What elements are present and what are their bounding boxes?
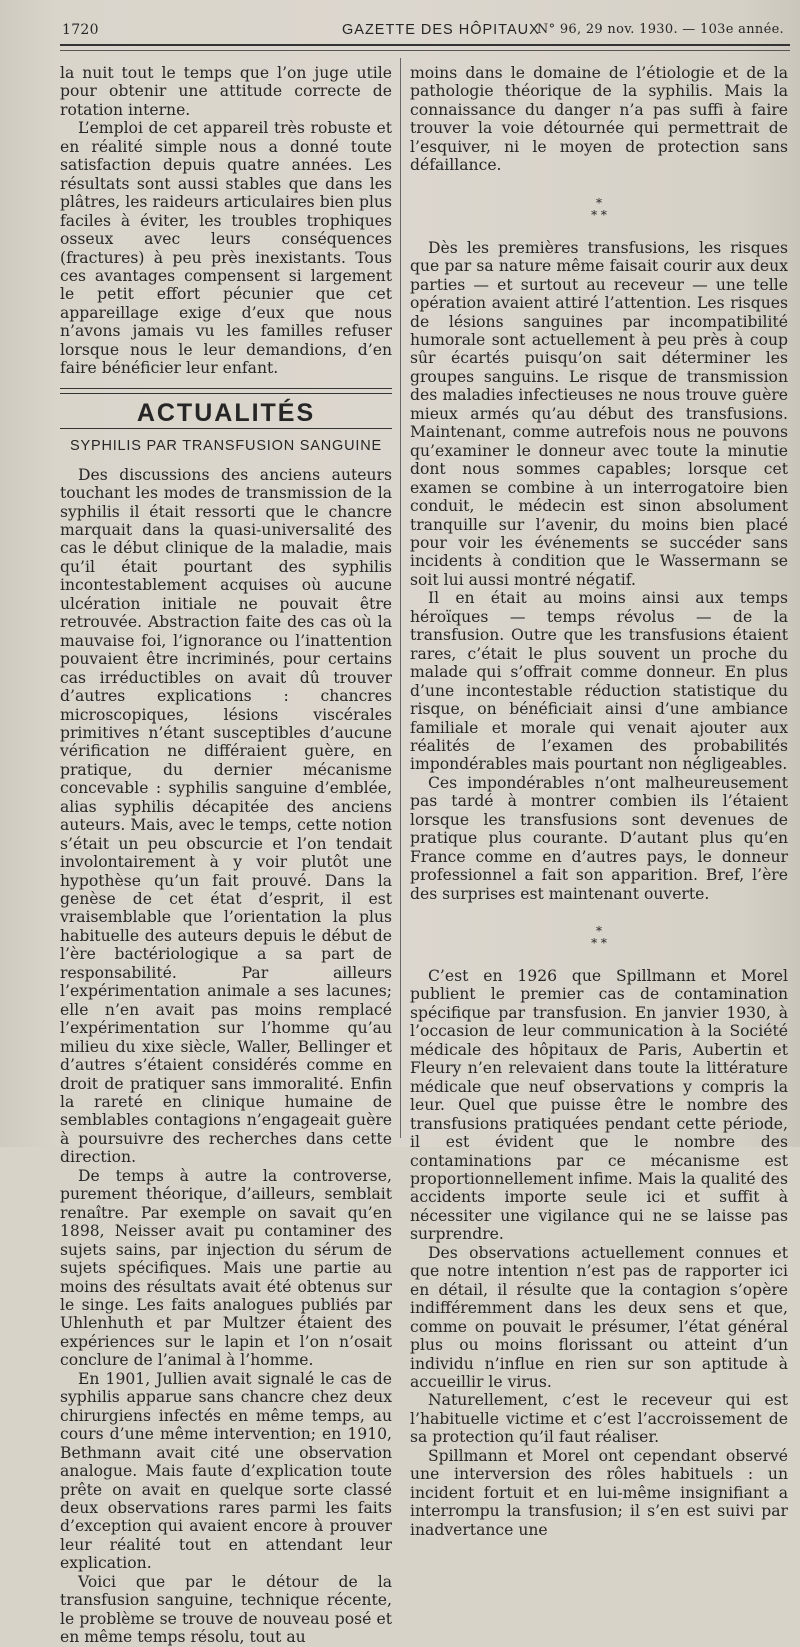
article-title: SYPHILIS PAR TRANSFUSION SANGUINE bbox=[70, 438, 382, 455]
section-rule-thin bbox=[60, 428, 392, 429]
right-column bbox=[410, 64, 788, 1539]
paragraph: C’est en 1926 que Spillmann et Morel publient le premier cas de contamination spécifique par transfusion. En janvier 1930, à l’occasion de leur communication à la Société médicale des hôpitaux de Paris, Aubertin et Fleury n’en relevaient dans toute la littérature médicale que neuf observations y compris la leur. Quel que puisse être le nombre des transfusions pratiquées pendant cette période, il est évident que le nombre des contaminations par ce mécanisme est proportionnellement infime. Mais la qualité des accidents importe seule ici et suffit à nécessiter une vigilance qui ne se laisse pas surprendre. bbox=[410, 967, 788, 1244]
paragraph: Dès les premières transfusions, les risques que par sa nature même faisait courir aux deux parties — et surtout au receveur — une telle opération avaient attiré l’attention. Les risques de lésions sanguines par incompatibilité humorale sont actuellement à peu près à coup sûr écartés puisqu’on sait déterminer les groupes sanguins. Le risque de transmission des maladies infectieuses ne nous trouve guère mieux armés qu’au début des transfusions. Maintenant, comme autrefois nous ne pouvons qu’examiner le donneur avec toute la minutie dont nous sommes capables; lorsque cet examen se combine à un interrogatoire bien conduit, le médecin est sinon absolument tranquille sur l’avenir, du moins bien placé pour voir les événements se succéder sans incidents à condition que le Wassermann se soit lui aussi montré négatif. bbox=[410, 238, 788, 589]
journal-title: GAZETTE DES HÔPITAUX bbox=[342, 22, 540, 38]
paragraph: De temps à autre la controverse, purement théorique, d’ailleurs, semblait renaître. Par exemple on savait qu’en 1898, Neisser avait pu contaminer des sujets sains, par injection du sérum de sujets spécifiques. Mais une partie au moins des résultats avait été obtenus sur le singe. Les faits analogues publiés par Uhlenhuth et par Multzer étaient des expériences sur le lapin et l’on n’osait conclure de l’animal à l’homme. bbox=[60, 1166, 392, 1370]
header-rule-thin bbox=[60, 50, 790, 51]
asterism-separator: * * * bbox=[591, 195, 607, 222]
page-number: 1720 bbox=[62, 22, 99, 38]
paragraph: Des observations actuellement connues et que notre intention n’est pas de rapporter ici en détail, il résulte que la contagion s’opère indifféremment dans les deux sens et que, comme on pouvait le présumer, l’état général plus ou moins florissant ou atteint d’un individu n’influe en rien sur son aptitude à accueillir le virus. bbox=[410, 1243, 788, 1391]
left-column bbox=[60, 64, 392, 1647]
issue-info: N° 96, 29 nov. 1930. — 103e année. bbox=[536, 22, 784, 37]
section-rule bbox=[60, 388, 392, 394]
paragraph: Naturellement, c’est le receveur qui est l’habituelle victime et c’est l’accroissement de sa protection qu’il faut réaliser. bbox=[410, 1391, 788, 1447]
header-rule bbox=[60, 44, 790, 46]
running-header bbox=[62, 22, 784, 44]
paragraph: Voici que par le détour de la transfusion sanguine, technique récente, le problème se trouve de nouveau posé et en même temps résolu, tout au bbox=[60, 1572, 392, 1647]
paragraph: la nuit tout le temps que l’on juge utile pour obtenir une attitude correcte de rotation interne. bbox=[60, 64, 392, 119]
asterism-separator: * * * bbox=[591, 924, 607, 951]
paragraph: Spillmann et Morel ont cependant observé une interversion des rôles habituels : un incident fortuit et en lui-même insignifiant a interrompu la transfusion; il s’en est suivi par inadvertance une bbox=[410, 1446, 788, 1539]
paragraph: Des discussions des anciens auteurs touchant les modes de transmission de la syphilis il était ressorti que le chancre marquait dans la quasi-universalité des cas le début clinique de la maladie, mais qu’il était pourtant des syphilis incontestablement acquises où aucune ulcération initiale ne pouvait être retrouvée. Abstraction faite des cas où la mauvaise foi, l’ignorance ou l’inattention pouvaient être incriminés, pour certains cas irréductibles on avait dû trouver d’autres explications : chancres microscopiques, lésions viscérales primitives n’étant susceptibles d’aucune vérification ne différaient guère, en pratique, du dernier mécanisme concevable : syphilis sanguine d’emblée, alias syphilis décapitée des anciens auteurs. Mais, avec le temps, cette notion s’était un peu obscurcie et l’on tendait involontairement à y voir plutôt une hypothèse qu’un fait prouvé. Dans la genèse de cet état d’esprit, il est vraisemblable que l’orientation la plus habituelle des auteurs depuis le début de l’ère bactériologique a sa part de responsabilité. Par ailleurs l’expérimentation animale a ses lacunes; elle n’en avait pas moins remplacé l’expérimentation sur l’homme qu’au milieu du xixe siècle, Waller, Bellinger et d’autres s’étaient considérés comme en droit de pratiquer sans immoralité. Enfin la rareté en clinique humaine de semblables contagions n’engageait guère à poursuivre des recherches dans cette direction. bbox=[60, 465, 392, 1167]
paragraph: moins dans le domaine de l’étiologie et de la pathologie théorique de la syphilis. Mais la connaissance du danger n’a pas suffi à faire trouver la voie détournée qui permettrait de l’esquiver, ni le moyen de protection sans défaillance. bbox=[410, 64, 788, 175]
paragraph: Il en était au moins ainsi aux temps héroïques — temps révolus — de la transfusion. Outre que les transfusions étaient rares, c’était le plus souvent un proche du malade qui s’offrait comme donneur. En plus d’une incontestable réduction statistique du risque, on bénéficiait ainsi d’une ambiance familiale et morale qui venait ajouter aux réalités de l’examen des probabilités impondérables mais pourtant non négligeables. bbox=[410, 589, 788, 774]
paragraph: Ces impondérables n’ont malheureusement pas tardé à montrer combien ils l’étaient lorsque les transfusions sont devenues de pratique plus courante. D’autant plus qu’en France comme en d’autres pays, le donneur professionnel a fait son apparition. Bref, l’ère des surprises est maintenant ouverte. bbox=[410, 773, 788, 903]
paragraph: L’emploi de cet appareil très robuste et en réalité simple nous a donné toute satisfaction depuis quatre années. Les résultats sont aussi stables que dans les plâtres, les raideurs articulaires bien plus faciles à éviter, les troubles trophiques osseux avec leurs conséquences (fractures) à peu près inexistants. Tous ces avantages compensent si largement le petit effort pécunier que cet appareillage exige d’eux que nous n’avons jamais vu les familles refuser lorsque nous le leur demandions, d’en faire bénéficier leur enfant. bbox=[60, 119, 392, 378]
paragraph: En 1901, Jullien avait signalé le cas de syphilis apparue sans chancre chez deux chirurgiens infectés en même temps, au cours d’une même intervention; en 1910, Bethmann avait cité une observation analogue. Mais faute d’explication toute prête on avait en quelque sorte classé deux observations rares parmi les faits d’exception qui avaient encore à prouver leur réalité tout en attendant leur explication. bbox=[60, 1369, 392, 1573]
section-title: ACTUALITÉS bbox=[136, 398, 316, 427]
column-separator bbox=[400, 58, 401, 1138]
